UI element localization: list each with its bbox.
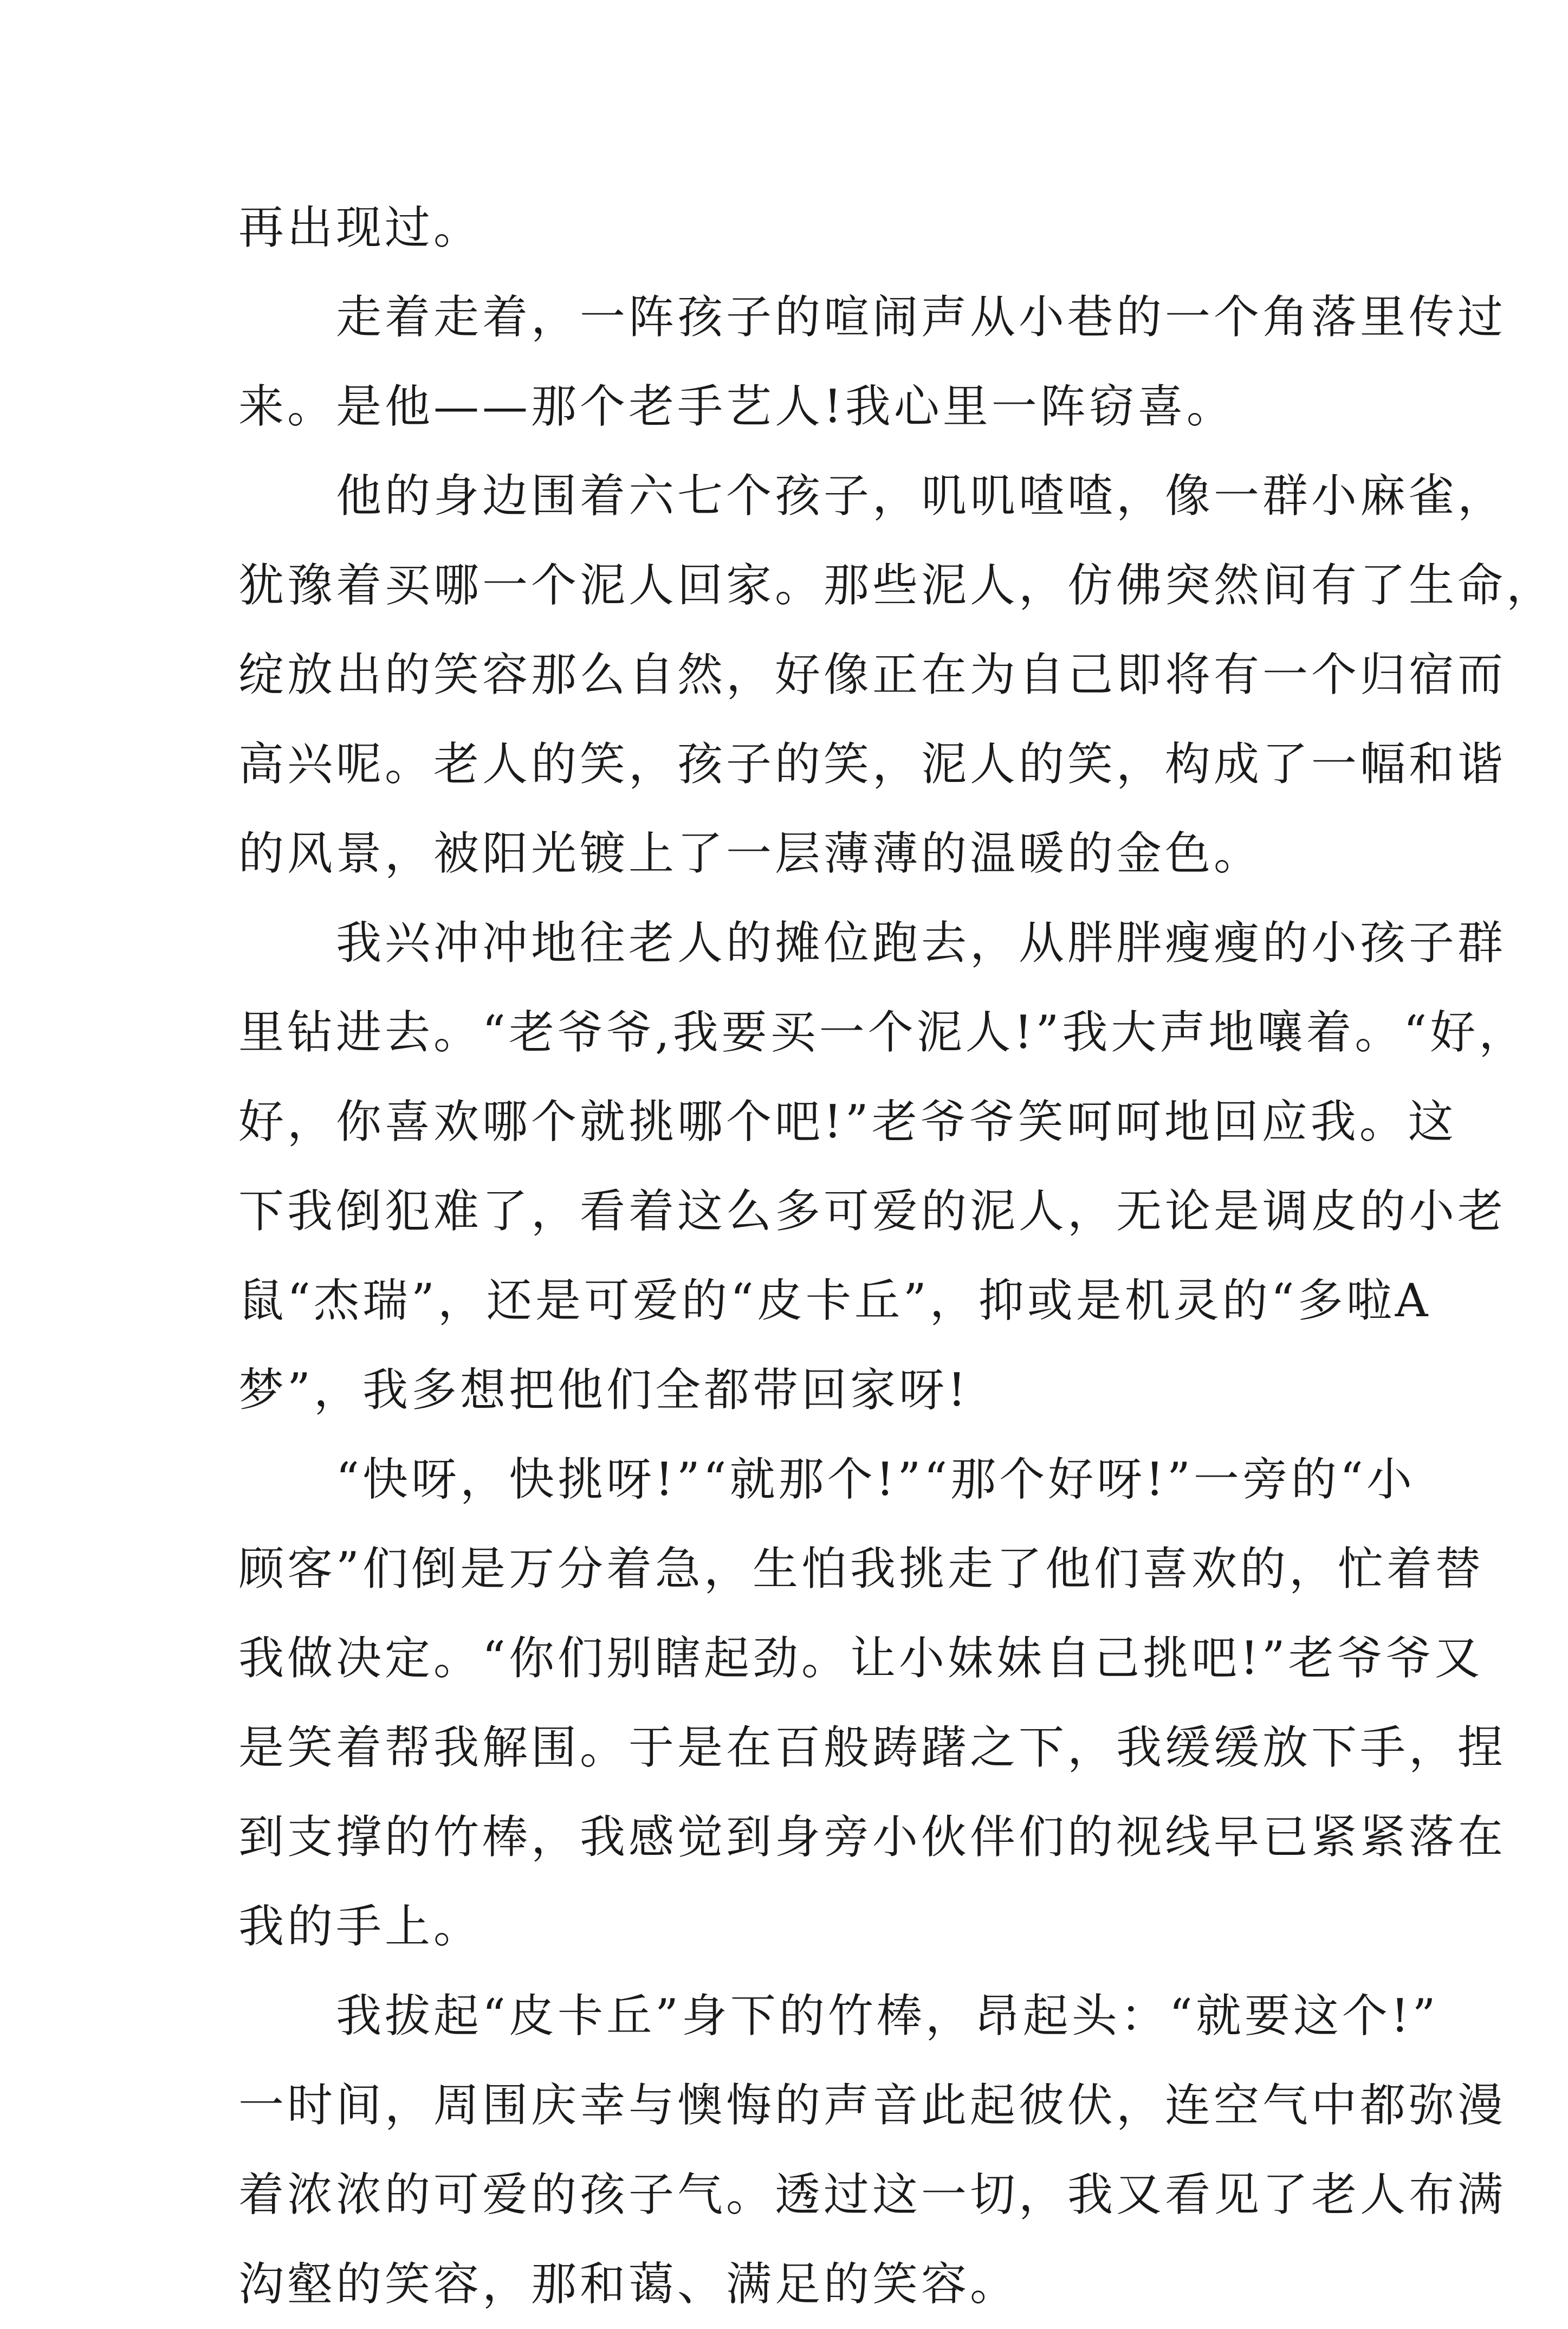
- text-line: 里钻进去。“老爷爷,我要买一个泥人!”我大声地嚷着。“好，: [238, 1006, 1528, 1059]
- text-line: 好，你喜欢哪个就挑哪个吧!”老爷爷笑呵呵地回应我。这: [238, 1095, 1457, 1148]
- text-line: 顾客”们倒是万分着急，生怕我挑走了他们喜欢的，忙着替: [238, 1542, 1484, 1595]
- text-line: 到支撑的竹棒，我感觉到身旁小伙伴们的视线早已紧紧落在: [238, 1810, 1507, 1864]
- text-line: 鼠“杰瑞”，还是可爱的“皮卡丘”，抑或是机灵的“多啦A: [238, 1274, 1431, 1327]
- text-line: “快呀，快挑呀!”“就那个!”“那个好呀!”一旁的“小: [238, 1453, 1415, 1506]
- text-line: 犹豫着买哪一个泥人回家。那些泥人，仿佛突然间有了生命，: [238, 559, 1556, 612]
- text-line: 他的身边围着六七个孩子，叽叽喳喳，像一群小麻雀，: [238, 469, 1507, 522]
- text-line: 着浓浓的可爱的孩子气。透过这一切，我又看见了老人布满: [238, 2168, 1507, 2221]
- text-line: 我做决定。“你们别瞎起劲。让小妹妹自己挑吧!”老爷爷又: [238, 1632, 1483, 1685]
- text-line: 我兴冲冲地往老人的摊位跑去，从胖胖瘦瘦的小孩子群: [238, 916, 1507, 969]
- text-line: 来。是他——那个老手艺人!我心里一阵窃喜。: [238, 380, 1235, 433]
- text-line: 的风景，被阳光镀上了一层薄薄的温暖的金色。: [238, 827, 1263, 880]
- text-line: 再出现过。: [238, 201, 483, 254]
- text-line: 我的手上。: [238, 1900, 483, 1953]
- text-line: 下我倒犯难了，看着这么多可爱的泥人，无论是调皮的小老: [238, 1185, 1507, 1238]
- article-body: [238, 183, 1556, 2329]
- text-line: 一时间，周围庆幸与懊悔的声音此起彼伏，连空气中都弥漫: [238, 2079, 1507, 2132]
- text-line: 绽放出的笑容那么自然，好像正在为自己即将有一个归宿而: [238, 648, 1507, 701]
- text-line: 我拔起“皮卡丘”身下的竹棒，昂起头：“就要这个!”: [238, 1989, 1439, 2042]
- text-line: 走着走着，一阵孩子的喧闹声从小巷的一个角落里传过: [238, 290, 1507, 344]
- text-line: 沟壑的笑容，那和蔼、满足的笑容。: [238, 2257, 1019, 2311]
- text-line: 是笑着帮我解围。于是在百般踌躇之下，我缓缓放下手，捏: [238, 1721, 1507, 1774]
- text-line: 梦”，我多想把他们全都带回家呀!: [238, 1363, 969, 1416]
- text-line: 高兴呢。老人的笑，孩子的笑，泥人的笑，构成了一幅和谐: [238, 737, 1507, 791]
